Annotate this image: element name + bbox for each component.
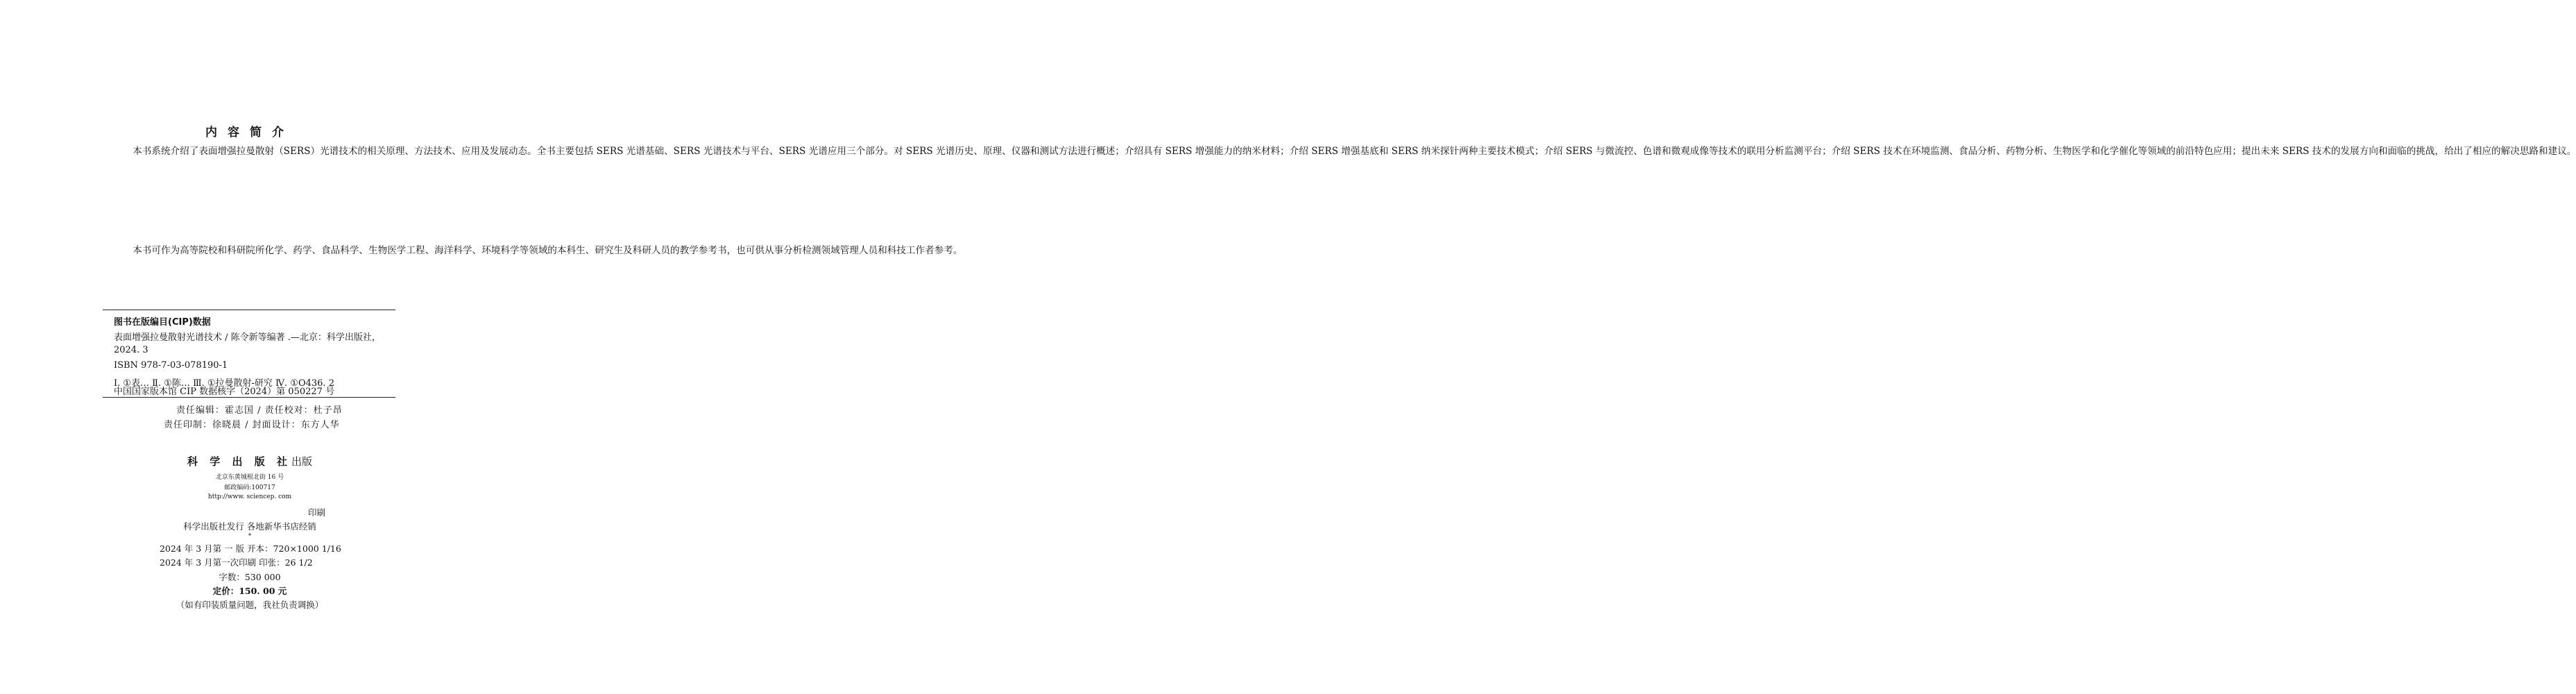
staff-editors: 责任编辑：霍志国 / 责任校对：杜子昂 <box>176 405 343 416</box>
distribution-line: 科学出版社发行 各地新华书店经销 <box>183 521 316 532</box>
edition-line-1: 2024 年 3 月第 一 版 开本：720×1000 1/16 <box>160 543 341 554</box>
edition-line-2: 2024 年 3 月第一次印刷 印张：26 1/2 <box>160 557 313 568</box>
price: 定价：150. 00 元 <box>212 586 287 596</box>
cip-heading: 图书在版编目(CIP)数据 <box>114 317 211 328</box>
intro-text-2: 本书可作为高等院校和科研院所化学、药学、食品科学、生物医学工程、海洋科学、环境科学等领域的本科生、研究生及科研人员的教学参考书，也可供从事分析检测领域管理人员和科技工作者参考。 <box>133 245 963 256</box>
cip-date-line: 2024. 3 <box>114 345 148 355</box>
cip-classification: Ⅰ. ①表… Ⅱ. ①陈… Ⅲ. ①拉曼散射-研究 Ⅳ. ①O436. 2 <box>114 378 334 389</box>
cip-bottom-rule <box>103 397 395 398</box>
publisher-line <box>0 454 500 468</box>
section-title: 内容简介 <box>205 126 294 139</box>
intro-paragraph-1 <box>114 145 2576 158</box>
publisher-address: 北京东黄城根北街 16 号 <box>215 474 284 481</box>
publisher-suffix: 出版 <box>291 455 312 468</box>
publisher-url: http://www. sciencep. com <box>207 493 292 500</box>
cip-title-line: 表面增强拉曼散射光谱技术 / 陈令新等编著 .—北京：科学出版社， <box>114 332 381 343</box>
publisher-postcode: 邮政编码:100717 <box>224 484 275 491</box>
intro-paragraph-2 <box>114 244 963 257</box>
intro-text-1: 本书系统介绍了表面增强拉曼散射（SERS）光谱技术的相关原理、方法技术、应用及发展动态。全书主要包括 SERS 光谱基础、SERS 光谱技术与平台、SERS 光谱应用三个部分。对 SERS 光谱历史、原理、仪器和测试方法进行概述；介绍具有 SERS 增强能力的纳米材料；介绍 SERS 增强基底和 SERS 纳米探针两种主要技术模式；介绍 SERS 与微流控、色谱和微观成像等技术的联用分析监测平台；介绍 SERS 技术在环境监测、食品分析、药物分析、生物医学和化学催化等领域的前沿特色应用；提出未来 SERS 技术的发展方向和面临的挑战，给出了相应的解决思路和建议。 <box>133 146 2576 157</box>
printer-label: 印刷 <box>308 507 326 518</box>
cip-isbn: ISBN 978-7-03-078190-1 <box>114 360 228 371</box>
cip-record-number: 中国国家版本馆 CIP 数据核字（2024）第 050227 号 <box>114 387 335 397</box>
separator-star: * <box>248 533 252 540</box>
word-count: 字数：530 000 <box>219 572 281 582</box>
staff-production: 责任印制：徐晓晨 / 封面设计：东方人华 <box>164 420 340 430</box>
quality-note: （如有印装质量问题，我社负责调换） <box>176 600 324 610</box>
publisher-name: 科 学 出 版 社 <box>187 455 291 468</box>
